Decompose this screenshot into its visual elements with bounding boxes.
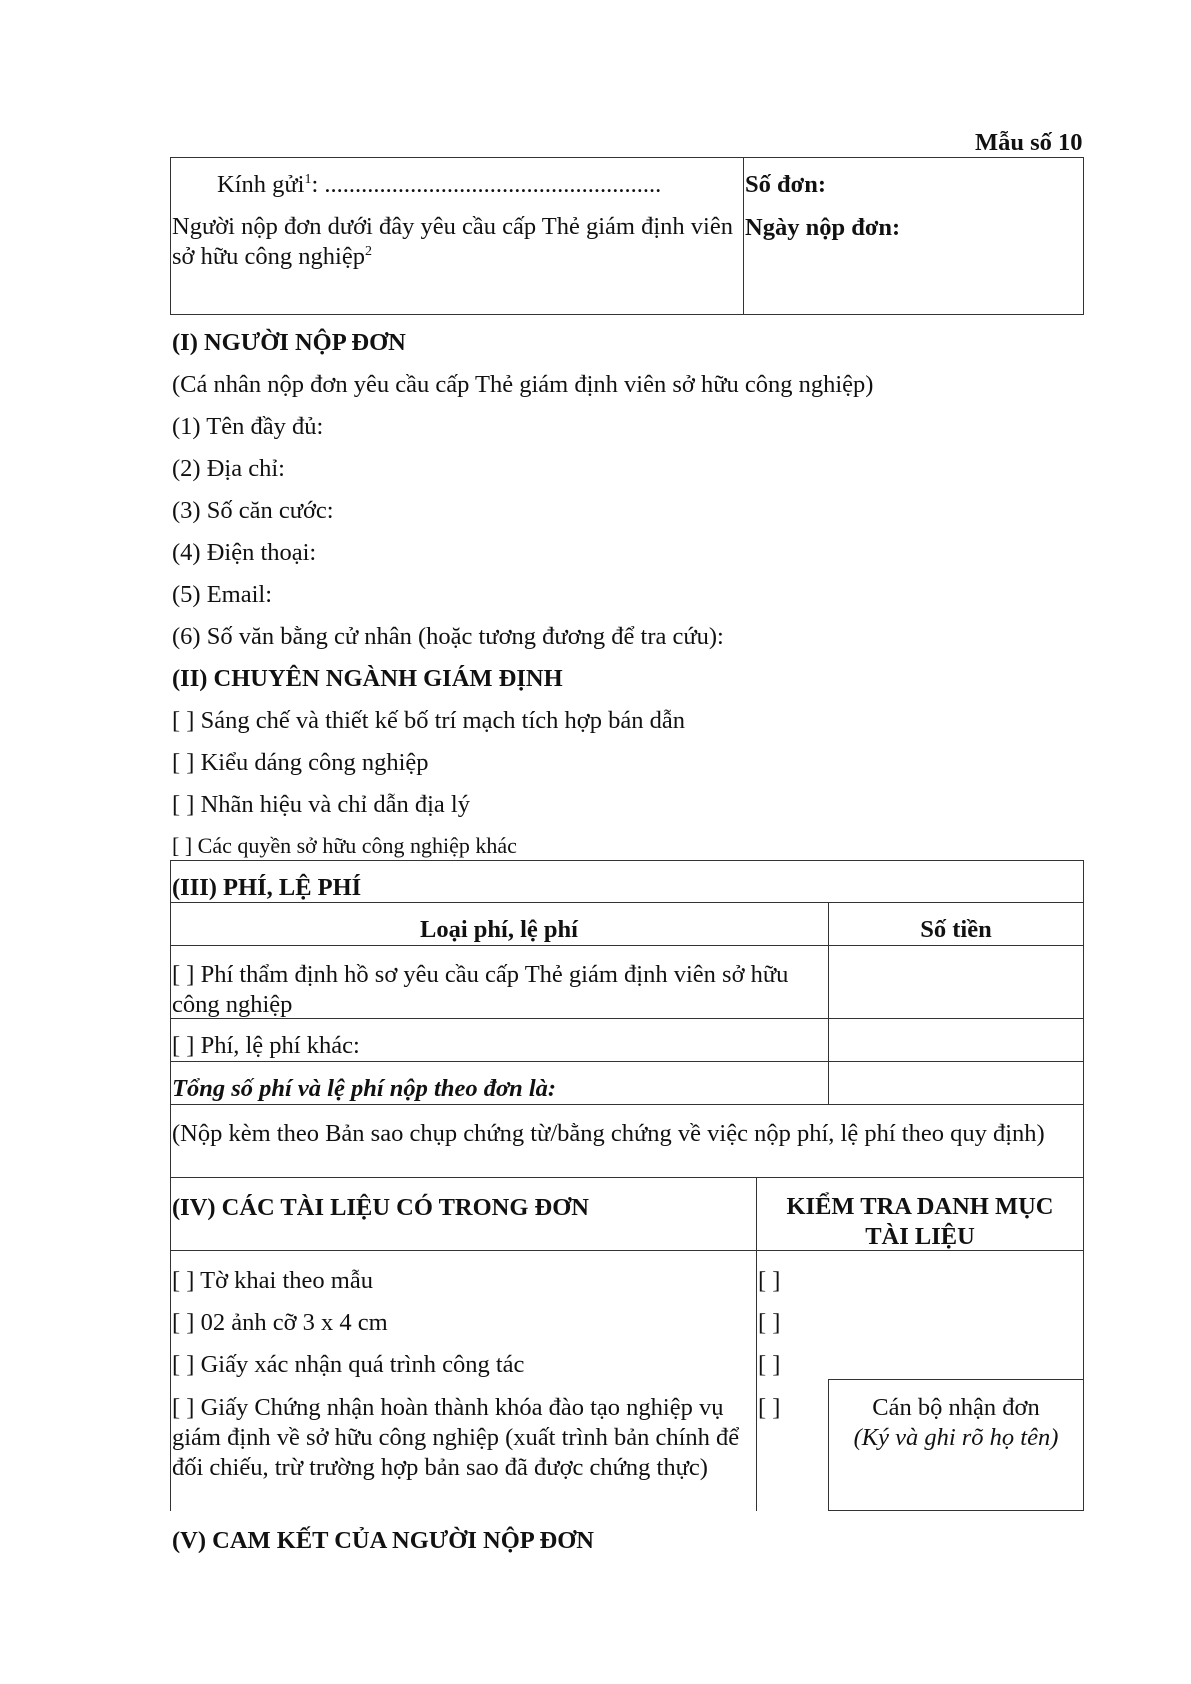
section-documents-title: (IV) CÁC TÀI LIỆU CÓ TRONG ĐƠN <box>172 1194 590 1221</box>
section-fees-title: (III) PHÍ, LỆ PHÍ <box>172 874 362 901</box>
document-check-3[interactable]: [ ] <box>758 1351 781 1378</box>
fee-row-other: [ ] Phí, lệ phí khác: <box>172 1032 360 1059</box>
section-commitment-title: (V) CAM KẾT CỦA NGƯỜI NỘP ĐƠN <box>172 1527 594 1554</box>
field-email: (5) Email: <box>172 581 273 608</box>
receiver-label: Cán bộ nhận đơn <box>872 1394 1040 1421</box>
document-item-training-certificate: [ ] Giấy Chứng nhận hoàn thành khóa đào tạo nghiệp vụ giám định về sở hữu công nghiệp (xuất trình bản chính để đối chiếu, trừ trường hợp bản sao đã được chứng thực) <box>172 1394 740 1481</box>
footnote-2: 2 <box>364 243 372 259</box>
specialty-option-patent: [ ] Sáng chế và thiết kế bố trí mạch tích hợp bán dẫn <box>172 707 686 734</box>
section-applicant-title: (I) NGƯỜI NỘP ĐƠN <box>172 329 406 356</box>
form-number: Mẫu số 10 <box>975 129 1083 156</box>
field-phone: (4) Điện thoại: <box>172 539 317 566</box>
fee-total-label: Tổng số phí và lệ phí nộp theo đơn là: <box>172 1075 557 1102</box>
recipient-dots: : ....................................................... <box>311 171 662 198</box>
field-degree-number: (6) Số văn bằng cử nhân (hoặc tương đương để tra cứu): <box>172 623 724 650</box>
section-specialty-title: (II) CHUYÊN NGÀNH GIÁM ĐỊNH <box>172 665 563 692</box>
specialty-option-design: [ ] Kiểu dáng công nghiệp <box>172 749 429 776</box>
header-divider <box>743 157 744 315</box>
document-check-2[interactable]: [ ] <box>758 1309 781 1336</box>
document-item-photos: [ ] 02 ảnh cỡ 3 x 4 cm <box>172 1309 388 1336</box>
fee-row-appraisal: [ ] Phí thẩm định hồ sơ yêu cầu cấp Thẻ giám định viên sở hữu công nghiệp <box>172 961 789 1018</box>
section-applicant-subtitle: (Cá nhân nộp đơn yêu cầu cấp Thẻ giám định viên sở hữu công nghiệp) <box>172 371 874 398</box>
specialty-option-other: [ ] Các quyền sở hữu công nghiệp khác <box>172 833 517 858</box>
recipient-line <box>217 170 661 201</box>
document-item-form: [ ] Tờ khai theo mẫu <box>172 1267 373 1294</box>
fee-type-header: Loại phí, lệ phí <box>420 916 578 943</box>
recipient-label: Kính gửi <box>217 171 305 198</box>
document-check-1[interactable]: [ ] <box>758 1267 781 1294</box>
request-text: Người nộp đơn dưới đây yêu cầu cấp Thẻ giám định viên sở hữu công nghiệp$^2$ <box>172 213 733 270</box>
document-item-work-confirmation: [ ] Giấy xác nhận quá trình công tác <box>172 1351 525 1378</box>
document-check-4[interactable]: [ ] <box>758 1394 781 1421</box>
fee-amount-header: Số tiền <box>920 916 992 943</box>
field-address: (2) Địa chỉ: <box>172 455 285 482</box>
fee-note: (Nộp kèm theo Bản sao chụp chứng từ/bằng chứng về việc nộp phí, lệ phí theo quy định) <box>172 1120 1045 1147</box>
field-id-number: (3) Số căn cước: <box>172 497 334 524</box>
specialty-option-trademark: [ ] Nhãn hiệu và chỉ dẫn địa lý <box>172 791 470 818</box>
document-check-header: KIỂM TRA DANH MỤC TÀI LIỆU <box>786 1193 1054 1250</box>
footnote-1: 1 <box>304 171 312 187</box>
application-date-label: Ngày nộp đơn: <box>745 214 901 241</box>
application-number-label: Số đơn: <box>745 171 826 198</box>
receiver-note: (Ký và ghi rõ họ tên) <box>853 1424 1059 1451</box>
field-full-name: (1) Tên đầy đủ: <box>172 413 324 440</box>
